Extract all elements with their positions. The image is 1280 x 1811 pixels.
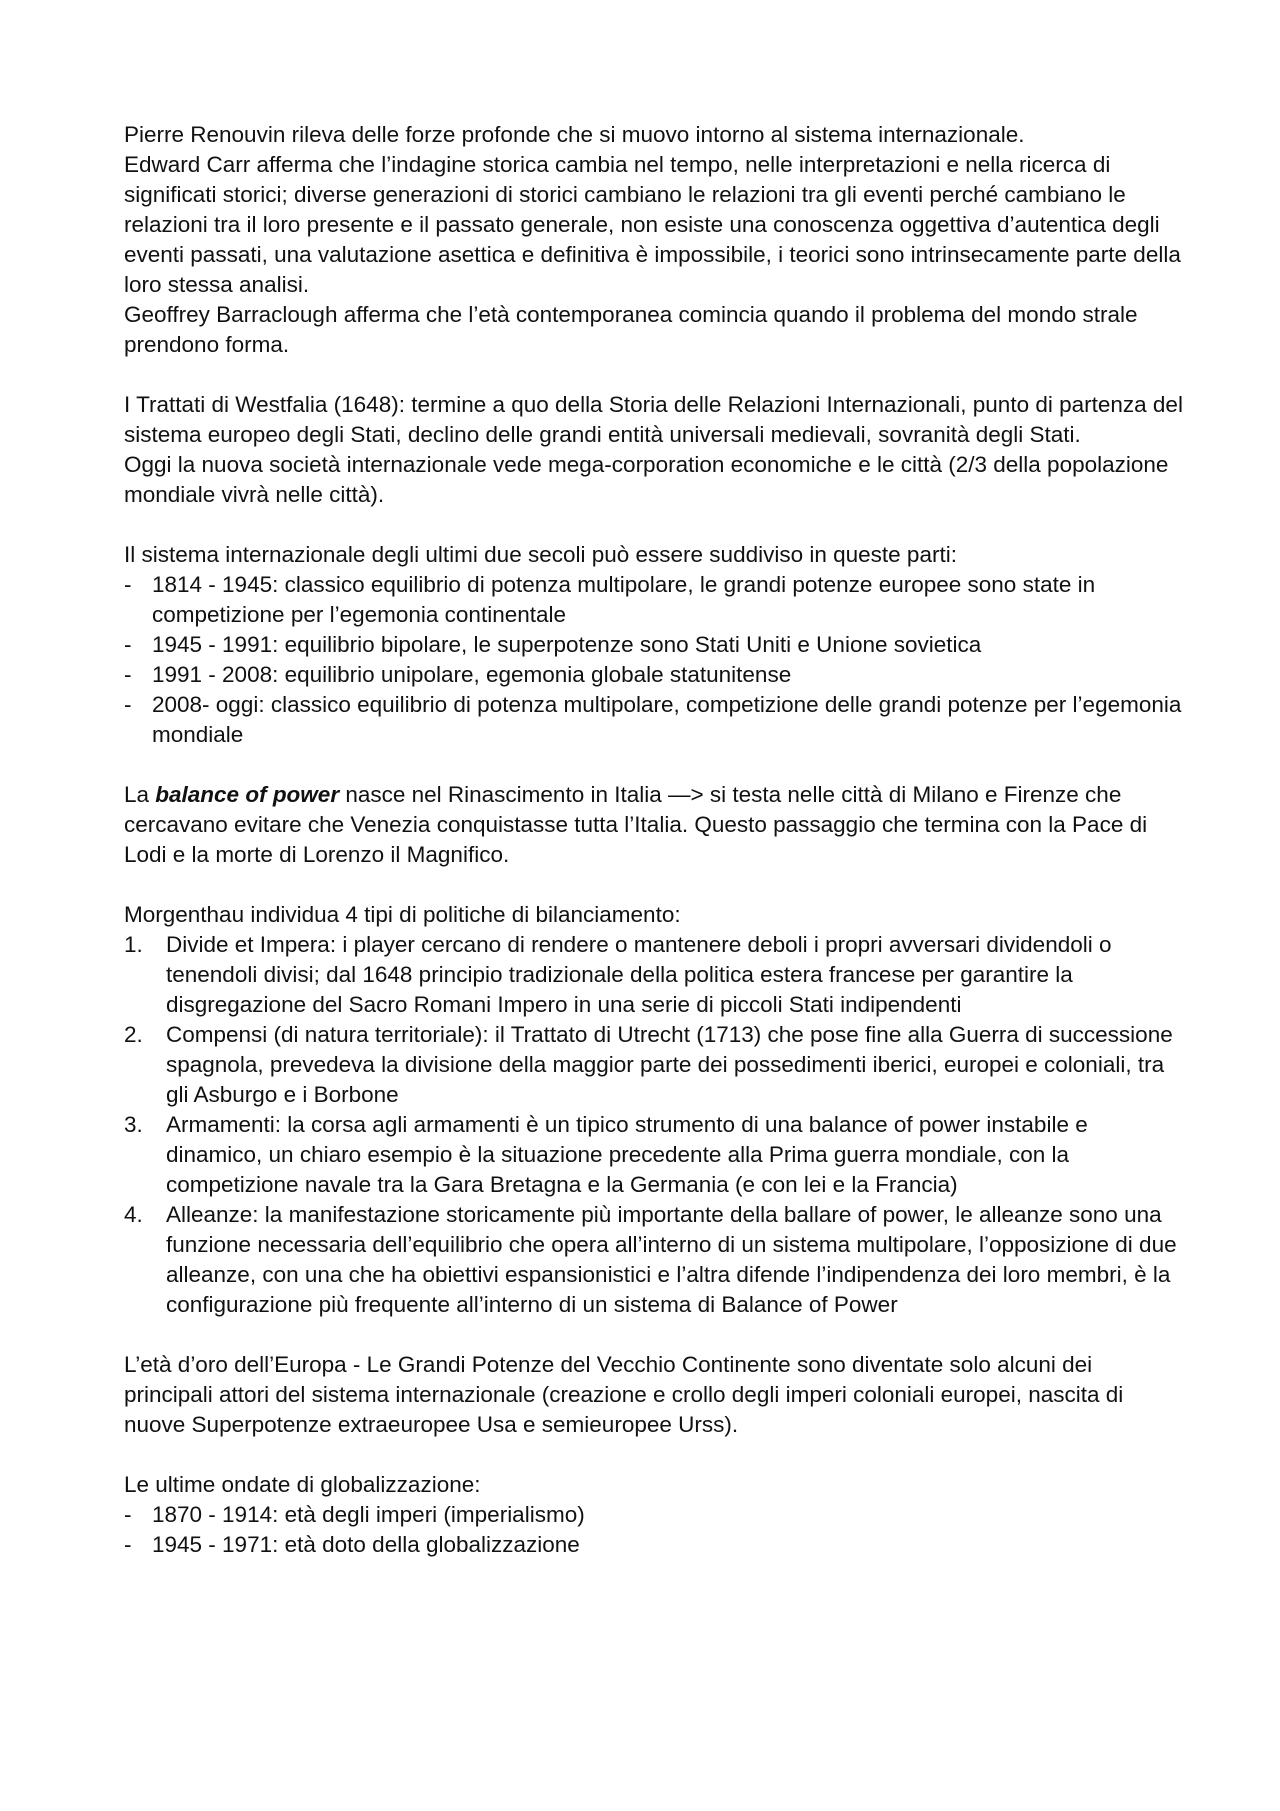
westfalia-text: I Trattati di Westfalia (1648): termine a quo della Storia delle Relazioni Internazionali, punto di partenza del sistema europeo degli Stati, declino delle grandi entità universali medievali, sovranità degli Stati. xyxy=(124,392,1183,447)
list-item xyxy=(124,1110,1184,1200)
paragraph-eta-oro: L’età d’oro dell’Europa - Le Grandi Potenze del Vecchio Continente sono diventate solo alcuni dei principali attori del sistema internazionale (creazione e crollo degli imperi coloniali europei, nascita di nuove Superpotenze extraeuropee Usa e semieuropee Urss). xyxy=(124,1352,1124,1437)
list-item-text: Armamenti: la corsa agli armamenti è un tipico strumento di una balance of power instabile e dinamico, un chiaro esempio è la situazione precedente alla Prima guerra mondiale, con la competizione navale tra la Gara Bretagna e la Germania (e con lei e la Francia) xyxy=(166,1112,1088,1197)
list-item xyxy=(124,1200,1184,1320)
list-item-text: 1945 - 1991: equilibrio bipolare, le superpotenze sono Stati Uniti e Unione sovietica xyxy=(152,632,982,657)
nuova-societa-text: Oggi la nuova società internazionale vede mega-corporation economiche e le città (2/3 della popolazione mondiale vivrà nelle città). xyxy=(124,452,1169,507)
dash-marker: - xyxy=(124,662,132,687)
dash-marker: - xyxy=(124,1532,132,1557)
globalization-intro: Le ultime ondate di globalizzazione: xyxy=(124,1472,481,1497)
item-number: 4. xyxy=(124,1202,143,1227)
list-item-text: 1991 - 2008: equilibrio unipolare, egemonia globale statunitense xyxy=(152,662,792,687)
dash-marker: - xyxy=(124,692,132,717)
renouvin-text: Pierre Renouvin rileva delle forze profonde che si muovo intorno al sistema internazionale. xyxy=(124,122,1025,147)
list-item-text: Compensi (di natura territoriale): il Trattato di Utrecht (1713) che pose fine alla Guerra di successione spagnola, prevedeva la divisione della maggior parte dei possedimenti iberici, europei e coloniali, tra gli Asburgo e i Borbone xyxy=(166,1022,1173,1107)
paragraph-westfalia xyxy=(124,390,1184,510)
list-item-text: 1945 - 1971: età doto della globalizzazione xyxy=(152,1532,580,1557)
list-item xyxy=(124,660,1184,690)
periods-intro: Il sistema internazionale degli ultimi due secoli può essere suddiviso in queste parti: xyxy=(124,542,957,567)
list-item-text: 1814 - 1945: classico equilibrio di potenza multipolare, le grandi potenze europee sono state in competizione per l’egemonia continentale xyxy=(152,572,1096,627)
list-item-text: 2008- oggi: classico equilibrio di potenza multipolare, competizione delle grandi potenze per l’egemonia mondiale xyxy=(152,692,1182,747)
globalization-list xyxy=(124,1500,1184,1560)
list-item xyxy=(124,1020,1184,1110)
document-page xyxy=(124,120,1184,1590)
bop-emphasis: balance of power xyxy=(155,782,340,807)
periods-list xyxy=(124,570,1184,750)
bop-prefix: La xyxy=(124,782,156,807)
carr-text: Edward Carr afferma che l’indagine storica cambia nel tempo, nelle interpretazioni e nella ricerca di significati storici; diverse generazioni di storici cambiano le relazioni tra gli eventi perché cambiano le relazioni tra il loro presente e il passato generale, non esiste una conoscenza oggettiva d’autentica degli eventi passati, una valutazione asettica e definitiva è impossibile, i teorici sono intrinsecamente parte della loro stessa analisi. xyxy=(124,152,1181,297)
list-item-text: Alleanze: la manifestazione storicamente più importante della ballare of power, le alleanze sono una funzione necessaria dell’equilibrio che opera all’interno di un sistema multipolare, l’opposizione di due alleanze, con una che ha obiettivi espansionistici e l’altra difende l’indipendenza dei loro membri, è la configurazione più frequente all’interno di un sistema di Balance of Power xyxy=(166,1202,1177,1317)
list-item xyxy=(124,930,1184,1020)
dash-marker: - xyxy=(124,1502,132,1527)
item-number: 1. xyxy=(124,932,143,957)
list-item xyxy=(124,570,1184,630)
list-item xyxy=(124,690,1184,750)
barraclough-text: Geoffrey Barraclough afferma che l’età contemporanea comincia quando il problema del mondo strale prendono forma. xyxy=(124,302,1138,357)
list-item xyxy=(124,1500,1184,1530)
morgenthau-list xyxy=(124,930,1184,1320)
paragraph-balance-of-power xyxy=(124,780,1184,870)
morgenthau-intro: Morgenthau individua 4 tipi di politiche di bilanciamento: xyxy=(124,902,681,927)
list-item xyxy=(124,1530,1184,1560)
item-number: 3. xyxy=(124,1112,143,1137)
list-item-text: Divide et Impera: i player cercano di rendere o mantenere deboli i propri avversari dividendoli o tenendoli divisi; dal 1648 principio tradizionale della politica estera francese per garantire la disgregazione del Sacro Romani Impero in una serie di piccoli Stati indipendenti xyxy=(166,932,1112,1017)
paragraph-historians xyxy=(124,120,1184,360)
list-item xyxy=(124,630,1184,660)
dash-marker: - xyxy=(124,572,132,597)
item-number: 2. xyxy=(124,1022,143,1047)
bop-rest: nasce nel Rinascimento in Italia —> si testa nelle città di Milano e Firenze che cercavano evitare che Venezia conquistasse tutta l’Italia. Questo passaggio che termina con la Pace di Lodi e la morte di Lorenzo il Magnifico. xyxy=(124,782,1148,867)
dash-marker: - xyxy=(124,632,132,657)
list-item-text: 1870 - 1914: età degli imperi (imperialismo) xyxy=(152,1502,585,1527)
